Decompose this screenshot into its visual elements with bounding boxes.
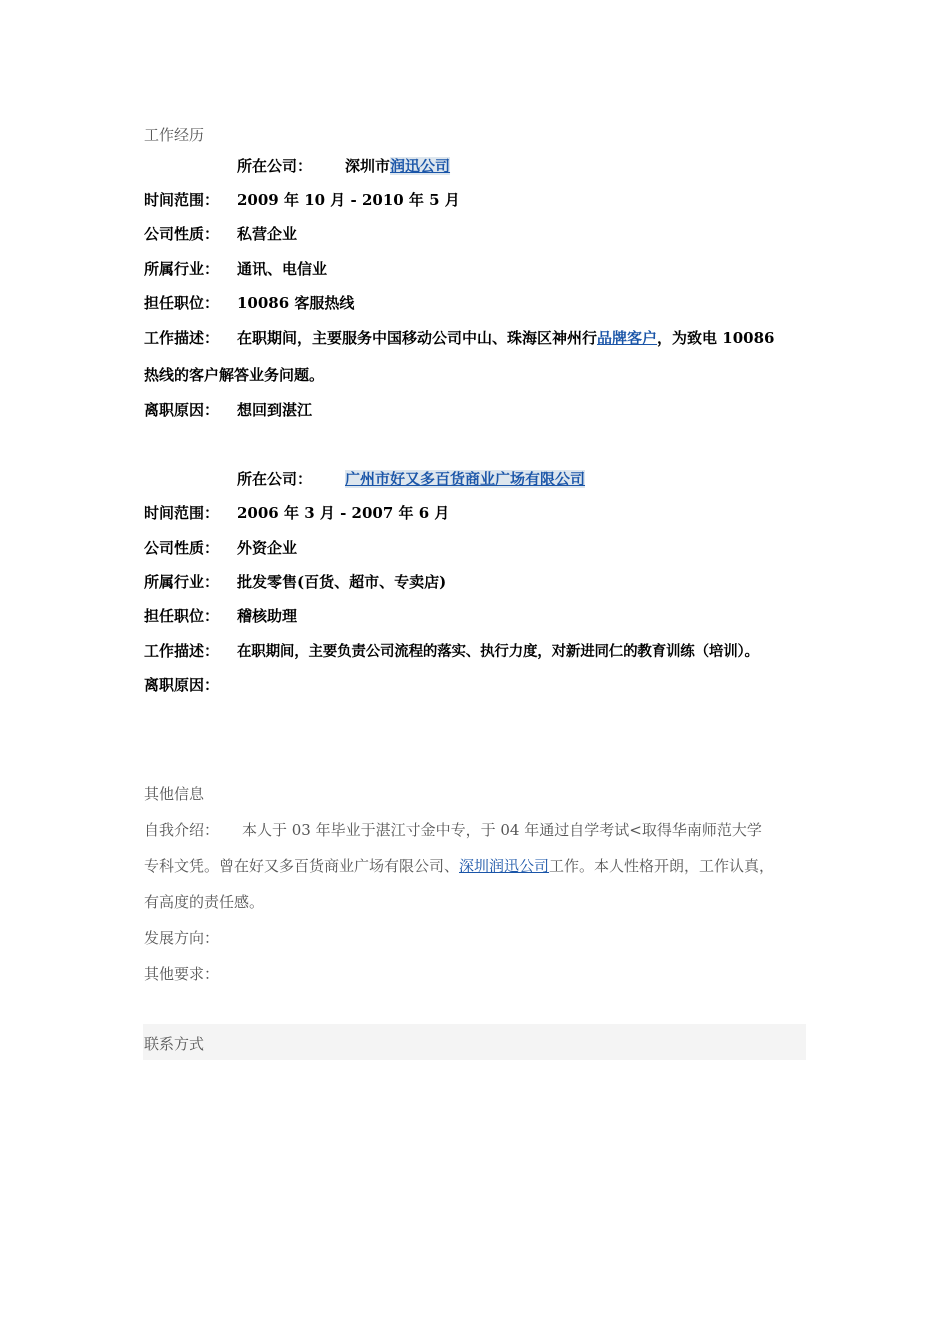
work-experience-heading: 工作经历 — [144, 126, 205, 144]
job1-industry: 通讯、电信业 — [237, 260, 328, 278]
direction-label: 发展方向： — [144, 929, 220, 947]
job2-leave-label: 离职原因： — [144, 676, 220, 694]
job2-period-label: 时间范围： — [144, 504, 220, 522]
intro-label: 自我介绍： — [144, 821, 220, 839]
job1-period-label: 时间范围： — [144, 191, 220, 209]
job1-position: 10086 客服热线 — [237, 294, 355, 312]
intro-link[interactable]: 深圳润迅公司 — [459, 857, 550, 875]
job1-industry-label: 所属行业： — [144, 260, 220, 278]
contact-heading: 联系方式 — [144, 1035, 205, 1053]
job1-nature-label: 公司性质： — [144, 225, 220, 243]
job1-period: 2009 年 10 月 - 2010 年 5 月 — [237, 191, 460, 209]
intro-line2-part2: 工作。本人性格开朗，工作认真， — [549, 857, 775, 875]
intro-line2-part1: 专科文凭。曾在好又多百货商业广场有限公司、 — [144, 857, 460, 875]
job1-company — [345, 155, 450, 176]
job1-company-link[interactable]: 润迅公司 — [390, 157, 451, 175]
intro-line3: 有高度的责任感。 — [144, 893, 265, 911]
job1-leave-label: 离职原因： — [144, 401, 220, 419]
job2-position-label: 担任职位： — [144, 607, 220, 625]
job1-company-prefix: 深圳市 — [345, 157, 391, 175]
contact-section-bar — [143, 1024, 806, 1060]
job1-desc-line2: 热线的客户解答业务问题。 — [144, 366, 325, 384]
job2-industry: 批发零售(百货、超市、专卖店) — [237, 573, 447, 591]
job1-leave: 想回到湛江 — [237, 401, 313, 419]
job1-desc-link[interactable]: 品牌客户 — [597, 329, 658, 347]
other-info-heading: 其他信息 — [144, 785, 205, 803]
job2-period: 2006 年 3 月 - 2007 年 6 月 — [237, 504, 450, 522]
job2-company — [345, 468, 585, 489]
job2-company-link[interactable]: 广州市好又多百货商业广场有限公司 — [345, 470, 586, 488]
job2-position: 稽核助理 — [237, 607, 298, 625]
requirements-label: 其他要求： — [144, 965, 220, 983]
job1-company-label: 所在公司： — [237, 157, 313, 175]
job1-desc-part1: 在职期间，主要服务中国移动公司中山、珠海区神州行 — [237, 329, 598, 347]
job2-nature: 外资企业 — [237, 539, 298, 557]
job2-nature-label: 公司性质： — [144, 539, 220, 557]
job1-nature: 私营企业 — [237, 225, 298, 243]
job1-desc-part2: ，为致电 10086 — [657, 329, 775, 347]
intro-line2 — [144, 855, 774, 876]
job2-desc: 在职期间，主要负责公司流程的落实、执行力度，对新进同仁的教育训练（培训）。 — [237, 643, 759, 660]
job2-company-label: 所在公司： — [237, 470, 313, 488]
job1-desc — [237, 327, 774, 348]
job2-desc-label: 工作描述： — [144, 642, 220, 660]
intro-line1: 本人于 03 年毕业于湛江寸金中专，于 04 年通过自学考试<取得华南师范大学 — [242, 821, 762, 839]
job2-industry-label: 所属行业： — [144, 573, 220, 591]
job1-position-label: 担任职位： — [144, 294, 220, 312]
job1-desc-label: 工作描述： — [144, 329, 220, 347]
